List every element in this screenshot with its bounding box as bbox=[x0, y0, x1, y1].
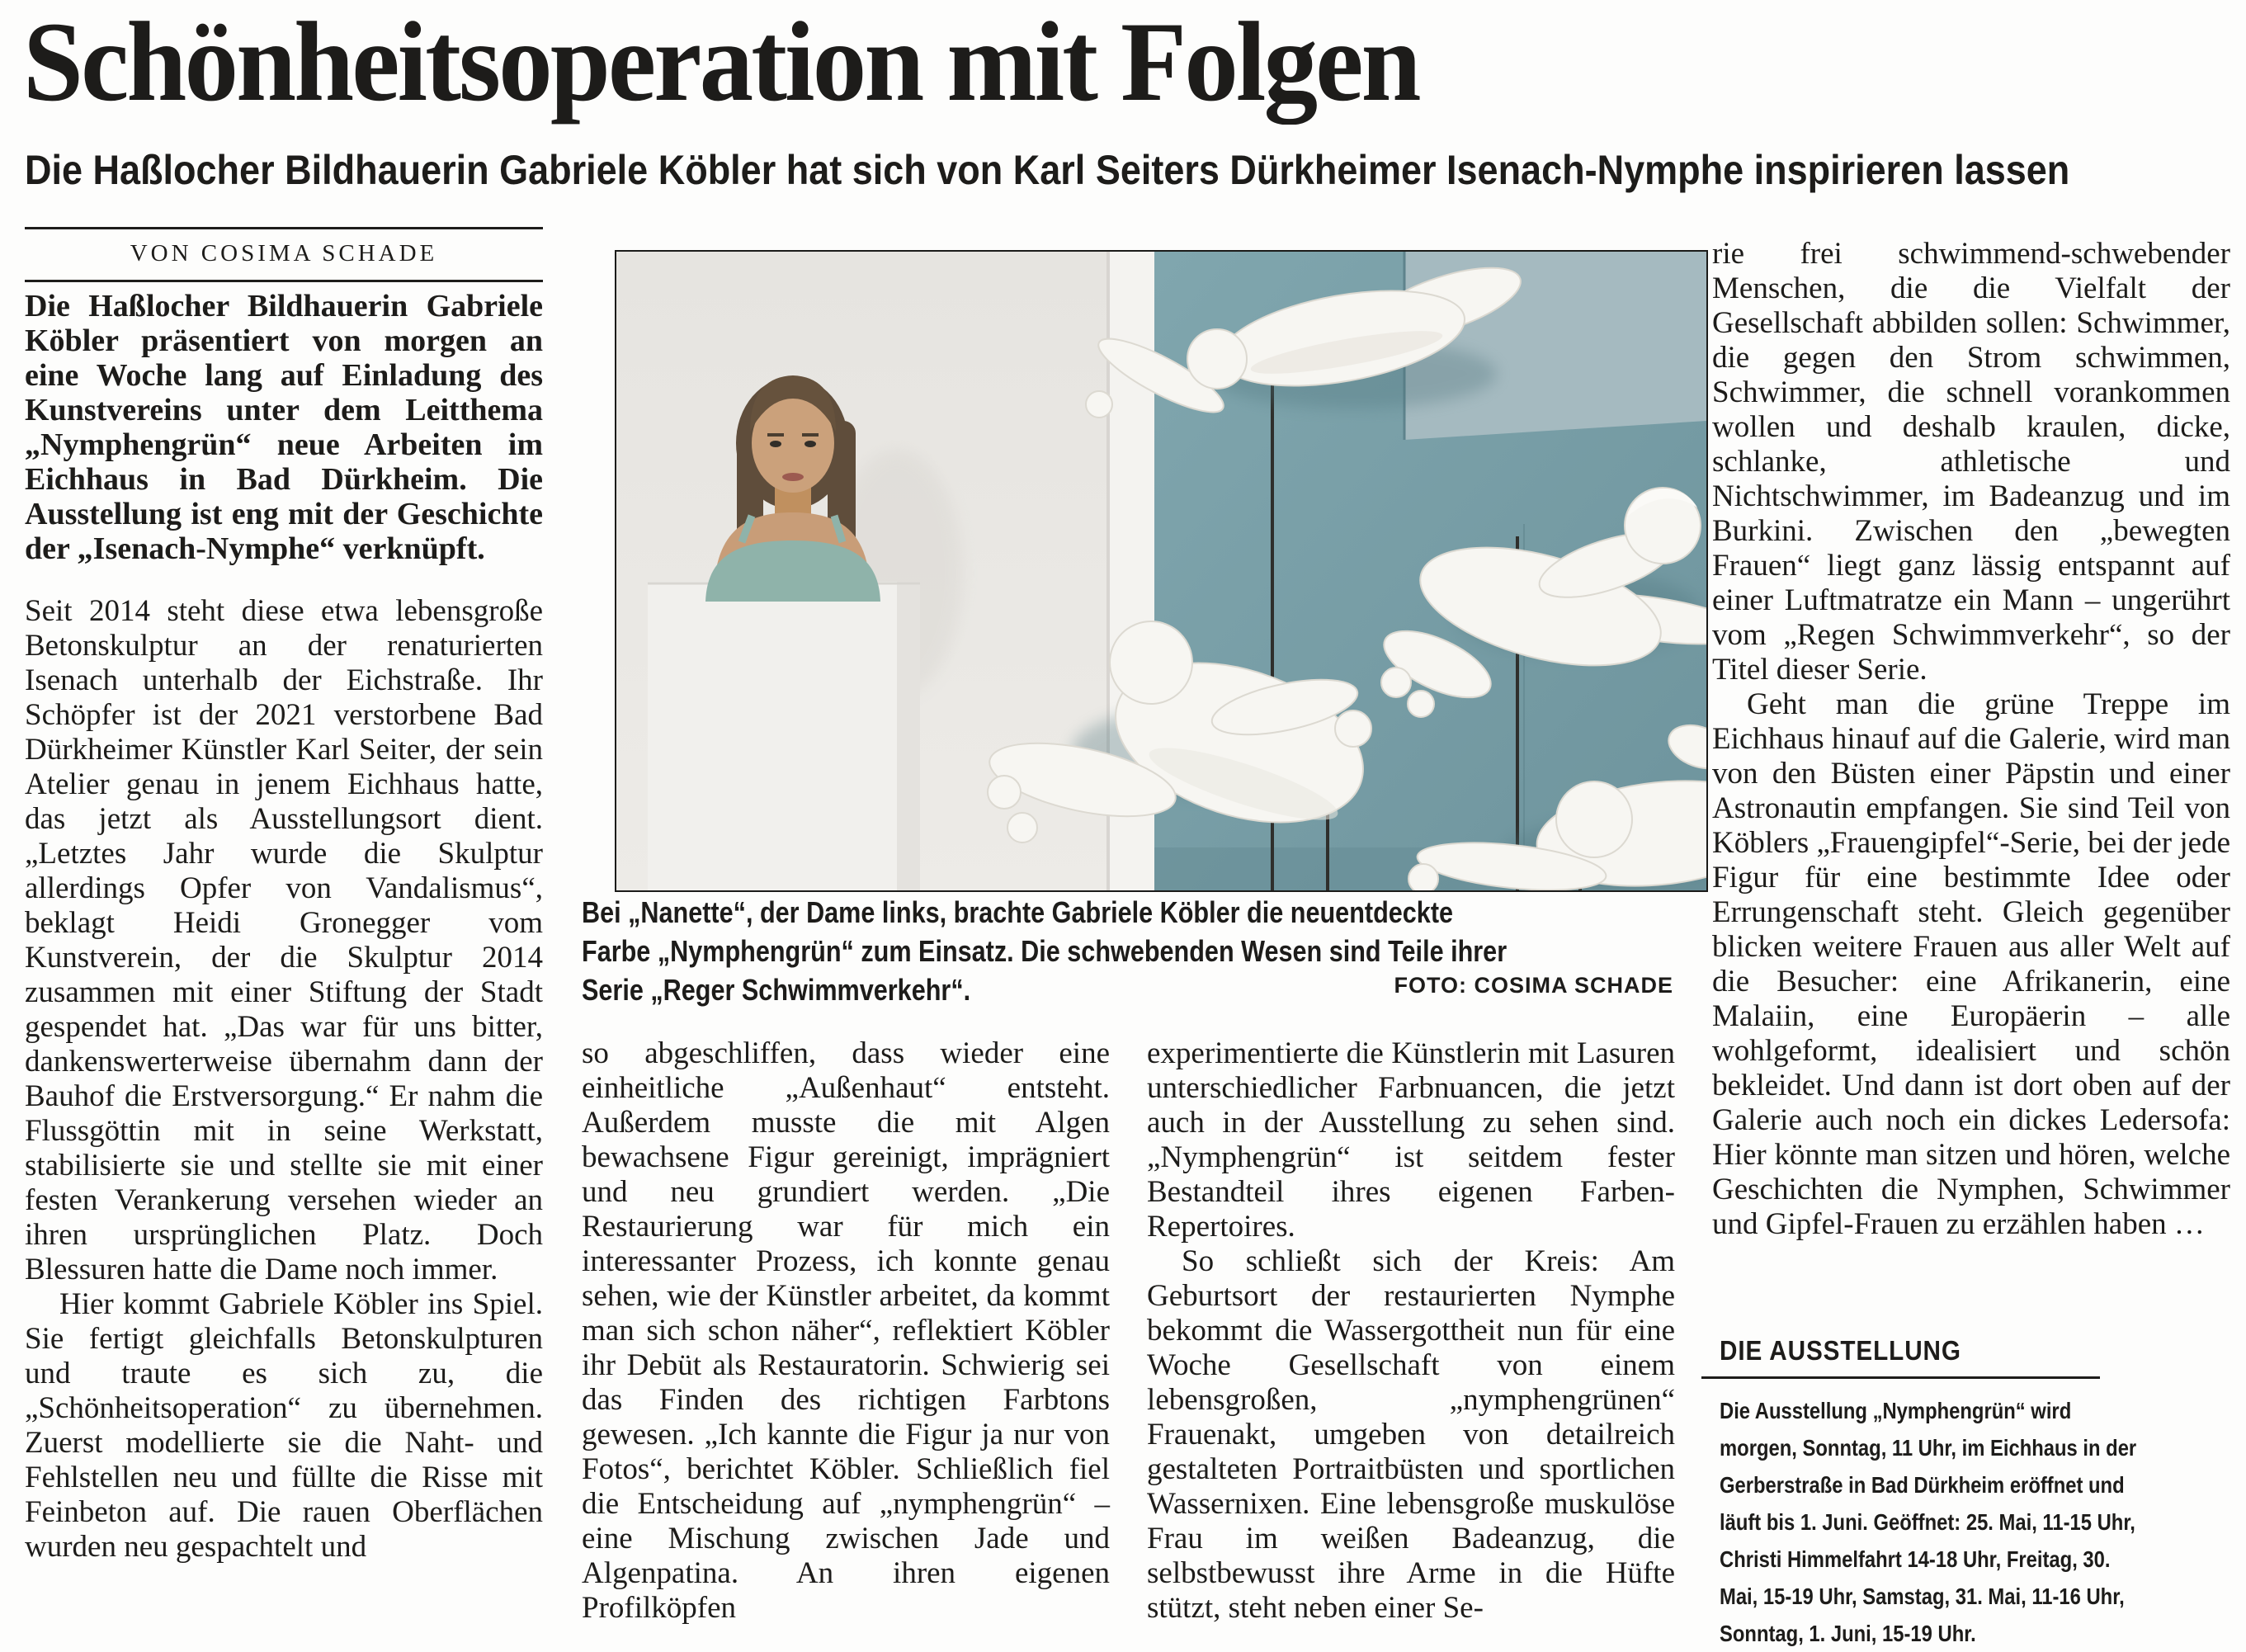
byline-rule-bottom bbox=[25, 280, 543, 282]
byline-block bbox=[25, 227, 543, 282]
article-photo-image bbox=[616, 252, 1706, 890]
byline: VON COSIMA SCHADE bbox=[130, 240, 438, 267]
article-paragraph: so abgeschliffen, dass wieder eine einheitliche „Außenhaut“ entsteht. Außerdem musste die mit Algen bewachsene Figur gereinigt, imprägniert und neu grundiert werden. „Die Restaurierung war für mich ein interessanter Prozess, ich konnte genau sehen, wie der Künstler arbeitet, da kommt man sich schon näher“, reflektiert Köbler ihr Debüt als Restauratorin. Schwierig sei das Finden des richtigen Farbtons gewesen. „Ich kannte die Figur ja nur von Fotos“, berichtet Köbler. Schließlich fiel die Entscheidung auf „nymphengrün“ – eine Mischung zwischen Jade und Algenpatina. An ihren eigenen Profilköpfen bbox=[582, 1036, 1110, 1625]
article-paragraph: Hier kommt Gabriele Köbler ins Spiel. Sie fertigt gleichfalls Betonskulpturen und traute es sich zu, die „Schönheitsoperation“ zu übernehmen. Zuerst modellierte sie die Naht- und Fehlstellen neu und füllte die Risse mit Feinbeton auf. Die rauen Oberflächen wurden neu gespachtelt und bbox=[25, 1287, 543, 1564]
lead-paragraph: Die Haßlocher Bildhauerin Gabriele Köbler präsentiert von morgen an eine Woche lang auf Einladung des Kunstvereins unter dem Leitthema „Nymphengrün“ neue Arbeiten im Eichhaus in Bad Dürkheim. Die Ausstellung ist eng mit der Geschichte der „Isenach-Nymphe“ verknüpft. bbox=[25, 289, 543, 566]
infobox-body: Die Ausstellung „Nymphengrün“ wird morgen, Sonntag, 11 Uhr, im Eichhaus in der Gerberstraße in Bad Dürkheim eröffnet und läuft bis 1. Juni. Geöffnet: 25. Mai, 11-15 Uhr, Christi Himmelfahrt 14-18 Uhr, Freitag, 30. Mai, 15-19 Uhr, Samstag, 31. Mai, 11-16 Uhr, Sonntag, 1. Juni, 15-19 Uhr. bbox=[1720, 1398, 2137, 1646]
pedestal bbox=[648, 582, 920, 890]
subheadline: Die Haßlocher Bildhauerin Gabriele Köbler hat sich von Karl Seiters Dürkheimer Isenach-Nymphe inspirieren lassen bbox=[25, 147, 2070, 193]
article-paragraph: experimentierte die Künstlerin mit Lasuren unterschiedlicher Farbnuancen, die jetzt auch in der Ausstellung zu sehen sind. „Nymphengrün“ ist seitdem fester Bestandteil ihres eigenen Farben-Repertoires. bbox=[1147, 1036, 1675, 1244]
column-1 bbox=[25, 227, 543, 1565]
page-title: Schönheitsoperation mit Folgen bbox=[23, 0, 1419, 125]
article-paragraph: Geht man die grüne Treppe im Eichhaus hinauf auf die Galerie, wird man von den Büsten einer Päpstin und einer Astronautin empfangen. Sie sind Teil von Köblers „Frauengipfel“-Serie, bei der jede Figur für eine bestimmte Idee oder Errungenschaft steht. Gleich gegenüber blicken weitere Frauen aus aller Welt auf die Besucher: eine Afrikanerin, eine Malaiin, eine Europäerin – alle wohlgeformt, idealisiert und schön bekleidet. Und dann ist dort oben auf der Galerie auch noch ein dickes Ledersofa: Hier könnte man sitzen und hören, welche Geschichten die Nymphen, Schwimmer und Gipfel-Frauen zu erzählen haben … bbox=[1712, 687, 2230, 1241]
column-4 bbox=[1712, 237, 2230, 1242]
article-paragraph: Seit 2014 steht diese etwa lebensgroße Betonskulptur an der renaturierten Isenach unterhalb der Eichstraße. Ihr Schöpfer ist der 2021 verstorbene Bad Dürkheimer Künstler Karl Seiter, der sein Atelier genau in jenem Eichhaus hatte, das jetzt als Ausstellungsort dient. „Letztes Jahr wurde die Skulptur allerdings Opfer von Vandalismus“, beklagt Heidi Gronegger vom Kunstverein, der die Skulptur 2014 zusammen mit einer Stiftung der Stadt gespendet hat. „Das war für uns bitter, dankenswerterweise übernahm dann der Bauhof die Erstversorgung.“ Er nahm die Flussgöttin mit in seine Werkstatt, stabilisierte sie und stellte sie mit einer festen Verankerung versehen wieder an ihren ursprünglichen Platz. Doch Blessuren hatte die Dame noch immer. bbox=[25, 594, 543, 1286]
infobox-rule bbox=[1701, 1376, 2100, 1379]
photo-caption-block bbox=[582, 893, 1675, 1017]
infobox-heading: DIE AUSSTELLUNG bbox=[1720, 1335, 1961, 1366]
photo-caption: Bei „Nanette“, der Dame links, brachte Gabriele Köbler die neuentdeckte Farbe „Nymphengrün“ zum Einsatz. Die schwebenden Wesen sind Teile ihrer Serie „Reger Schwimmverkehr“. bbox=[582, 895, 1508, 1007]
column-3 bbox=[1147, 1036, 1675, 1626]
article-photo bbox=[615, 250, 1708, 892]
article-paragraph: rie frei schwimmend-schwebender Menschen, die die Vielfalt der Gesellschaft abbilden sollen: Schwimmer, die gegen den Strom schwimmen, Schwimmer, die schnell vorankommen wollen und deshalb kraulen, dicke, schlanke, athletische und Nichtschwimmer, im Badeanzug und im Burkini. Zwischen den „bewegten Frauen“ liegt ganz lässig entspannt auf einer Luftmatratze ein Mann – ungerührt vom „Regen Schwimmverkehr“, so der Titel dieser Serie. bbox=[1712, 237, 2230, 687]
article-paragraph: So schließt sich der Kreis: Am Geburtsort der restaurierten Nymphe bekommt die Wassergottheit nun für eine Woche Gesellschaft von einem lebensgroßen, „nymphengrünen“ Frauenakt, umgeben von detailreich gestalteten Portraitbüsten und sportlichen Wassernixen. Eine lebensgroße muskulöse Frau im weißen Badeanzug, die selbstbewusst ihre Arme in die Hüfte stützt, steht neben einer Se- bbox=[1147, 1244, 1675, 1625]
column-2 bbox=[582, 1036, 1110, 1626]
photo-credit: FOTO: COSIMA SCHADE bbox=[1394, 973, 1673, 998]
infobox-ausstellung bbox=[1701, 1335, 2139, 1652]
